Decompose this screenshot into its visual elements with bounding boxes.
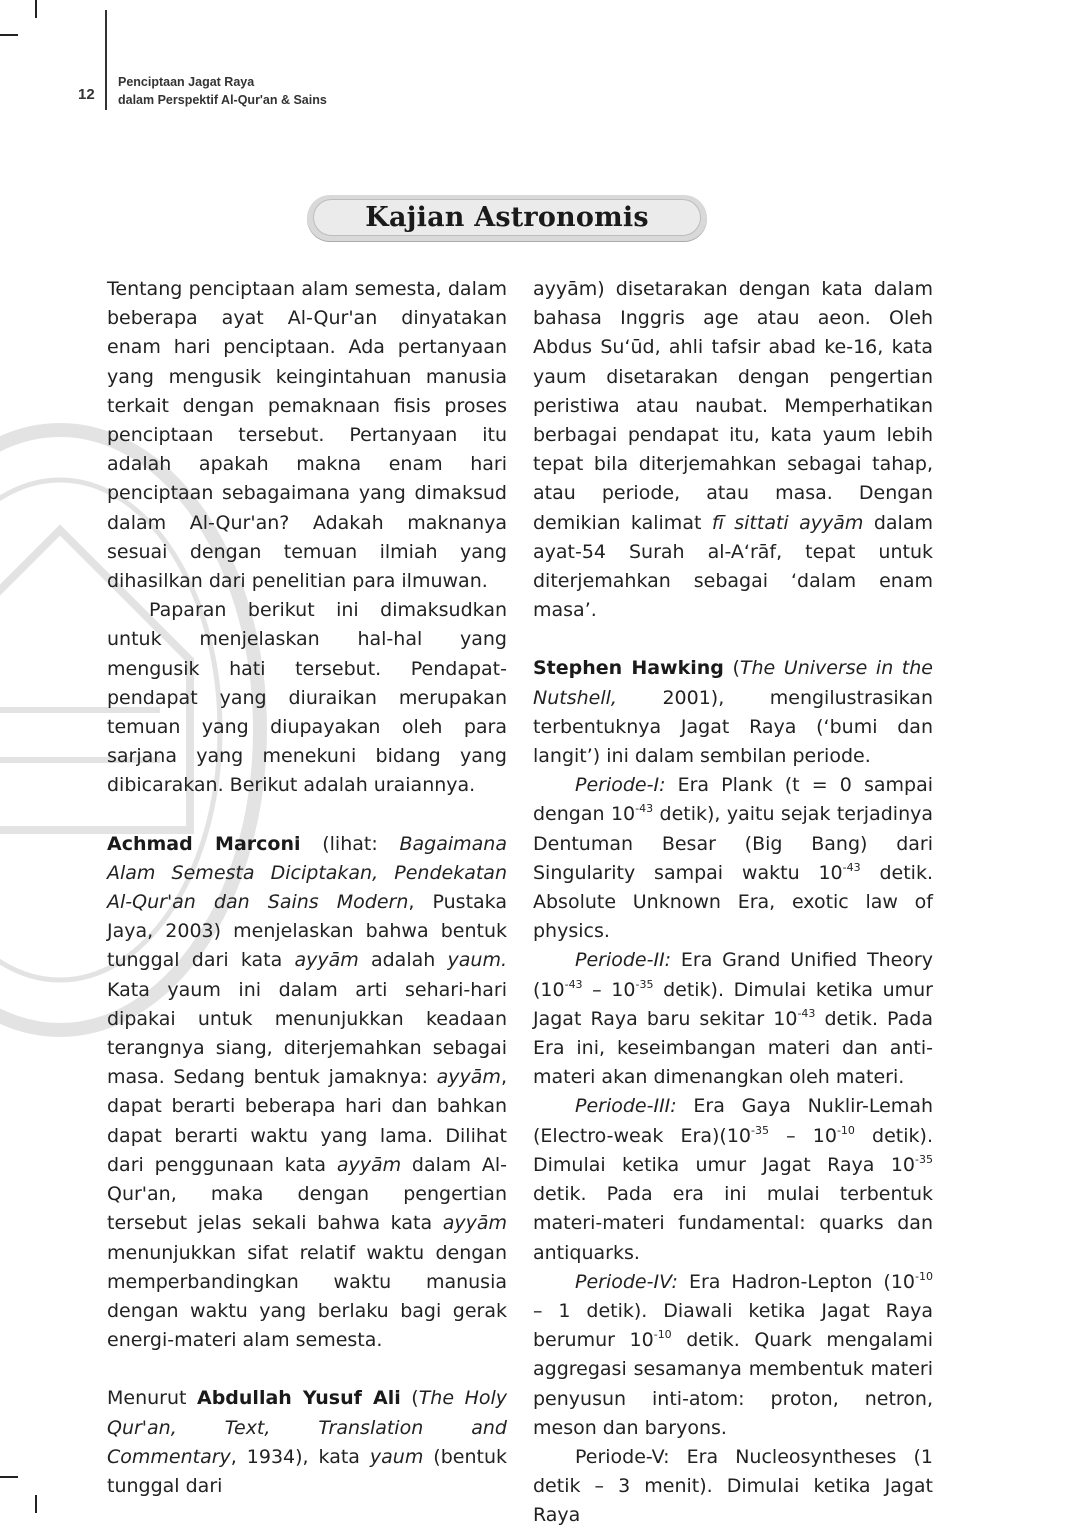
running-title-line-1: Penciptaan Jagat Raya — [118, 75, 255, 89]
paragraph-marconi: Achmad Marconi (lihat: Bagaimana Alam Semesta Diciptakan, Pendekatan Al-Qur'an dan Sains Modern, Pustaka Jaya, 2003) menjelaskan bahwa bentuk tunggal dari kata ayyām adalah yaum. Kata yaum ini dalam arti sehari-hari dipakai untuk menunjukkan keadaan terangnya siang, diterjemahkan sebagai masa. Sedang bentuk jamaknya: ayyām, dapat berarti beberapa hari dan bahkan dapat berarti waktu yang lama. Dilihat dari penggunaan kata ayyām dalam Al-Qur'an, maka dengan pengertian tersebut jelas sekali bahwa kata ayyām menunjukkan sifat relatif waktu dengan memperbandingkan waktu manusia dengan waktu yang berlaku bagi gerak energi-materi alam semesta. — [107, 832, 507, 1352]
paragraph-periode-2: Periode-II: Era Grand Unified Theory ($10^{-43} - 10^{-35}$ detik). Dimulai ketika umur Jagat Raya baru sekitar $10^{-43}$ detik. Pada Era ini, keseimbangan materi dan anti-materi akan dimenangkan oleh materi. — [533, 949, 933, 1089]
running-title — [118, 73, 327, 109]
paragraph-periode-1: Periode-I: Era Plank (t = 0 sampai dengan $10^{-43}$ detik), yaitu sejak terjadinya Dentuman Besar (Big Bang) dari Singularity sampai waktu $10^{-43}$ detik. Absolute Unknown Era, exotic law of physics. — [533, 774, 934, 943]
paragraph-intro: Tentang penciptaan alam semesta, dalam beberapa ayat Al-Qur'an dinyatakan enam hari penciptaan. Ada pertanyaan yang mengusik keingintahuan manusia terkait dengan pemaknaan fisis proses penciptaan tersebut. Pertanyaan itu adalah apakah makna enam hari penciptaan sebagaimana yang dimaksud dalam Al-Qur'an? Adakah maknanya sesuai dengan temuan ilmiah yang dihasilkan dari penelitian para ilmuwan. — [107, 278, 507, 593]
page-header — [0, 0, 400, 120]
paragraph-periode-5: Periode-V: Era Nucleosyntheses (1 detik – 3 menit). Dimulai ketika Jagat Raya — [533, 1445, 933, 1527]
paragraph-explanation: Paparan berikut ini dimaksudkan untuk menjelaskan hal-hal yang mengusik hati tersebut. Pendapat-pendapat yang diuraikan merupakan temuan yang diupayakan oleh para sarjana yang menekuni bidang yang dibicarakan. Berikut adalah uraiannya. — [107, 599, 507, 797]
page-number: 12 — [78, 86, 95, 103]
paragraph-ayyam-meaning: ayyām) disetarakan dengan kata dalam bahasa Inggris age atau aeon. Oleh Abdus Su‘ūd, ahli tafsir abad ke-16, kata yaum disetarakan dengan pengertian peristiwa atau naubat. Memperhatikan berbagai pendapat itu, kata yaum lebih tepat bila diterjemahkan sebagai tahap, atau periode, atau masa. Dengan demikian kalimat fī sittati ayyām dalam ayat-54 Surah al-A‘rāf, tepat untuk diterjemahkan sebagai ‘dalam enam masa’. — [533, 278, 933, 622]
book-title: The Universe in the Nutshell, — [533, 657, 933, 709]
left-column — [107, 275, 507, 1501]
right-column — [533, 275, 933, 1531]
paragraph-hawking: Stephen Hawking (The Universe in the Nutshell, 2001), mengilustrasikan terbentuknya Jagat Raya (‘bumi dan langit’) ini dalam sembilan periode. — [533, 657, 933, 768]
author-name: Achmad Marconi — [107, 832, 301, 855]
crop-mark-bottom-vertical — [35, 1495, 37, 1513]
author-name: Stephen Hawking — [533, 657, 724, 680]
author-name: Abdullah Yusuf Ali — [197, 1387, 401, 1410]
crop-mark-bottom-horizontal — [0, 1476, 18, 1478]
paragraph-yusuf-ali: Menurut Abdullah Yusuf Ali (The Holy Qur'an, Text, Translation and Commentary, 1934), kata yaum (bentuk tunggal dari — [107, 1387, 508, 1497]
section-title-banner — [307, 195, 707, 241]
running-title-line-2: dalam Perspektif Al-Qur'an & Sains — [118, 93, 327, 107]
paragraph-periode-3: Periode-III: Era Gaya Nuklir-Lemah (Electro-weak $Era)(10^{-35} - 10^{-10}$ detik). Dimulai ketika umur Jagat Raya $10^{-35}$ detik. Pada era ini mulai terbentuk materi-materi fundamental: quarks dan antiquarks. — [533, 1095, 933, 1264]
header-divider — [105, 10, 107, 110]
paragraph-periode-4: Periode-IV: Era Hadron-Lepton ($10^{-10} - 1$ detik). Diawali ketika Jagat Raya berumur $10^{-10}$ detik. Quark mengalami aggregasi sesamanya membentuk materi penyusun inti-atom: proton, netron, meson dan baryons. — [533, 1269, 934, 1439]
section-title: Kajian Astronomis — [365, 202, 649, 233]
book-title: The Holy Qur'an, Text, Translation and Commentary — [107, 1387, 508, 1468]
book-title: Bagaimana Alam Semesta Diciptakan, Pendekatan Al-Qur'an dan Sains Modern — [107, 832, 507, 914]
